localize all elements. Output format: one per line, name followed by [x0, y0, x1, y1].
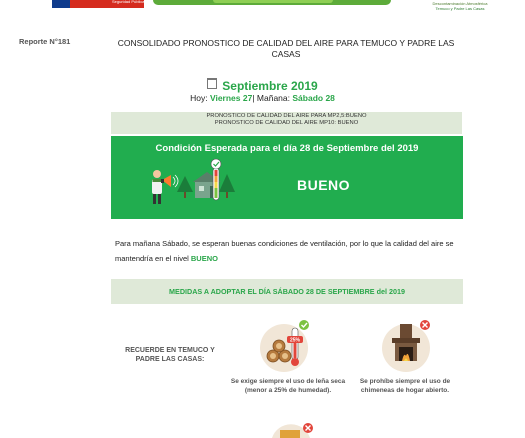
humidity-badge: 25%	[289, 337, 301, 344]
measures-heading: MEDIDAS A ADOPTAR EL DÍA SÁBADO 28 DE SEPTIEMBRE del 2019	[169, 287, 405, 296]
today-label: Hoy:	[190, 93, 208, 103]
measure-caption-fireplace: Se prohíbe siempre el uso de chimeneas de hogar abierto.	[359, 378, 451, 394]
organization-line1: Descontaminación Atmosférica	[432, 1, 488, 6]
measure-caption-dry-wood: Se exige siempre el uso de leña seca (menor a 25% de humedad).	[230, 378, 346, 394]
month-label: Septiembre 2019	[222, 79, 318, 93]
report-number: Reporte N°181	[19, 37, 71, 46]
air-quality-illustration-icon	[135, 158, 245, 210]
date-line	[0, 93, 525, 103]
government-logo	[52, 0, 144, 8]
condition-panel	[111, 136, 463, 219]
tomorrow-value: Sábado 28	[292, 93, 335, 103]
organization-line2: Temuco y Padre Las Casas	[435, 6, 485, 11]
header-strip	[0, 0, 525, 10]
forecast-subheader	[111, 112, 462, 134]
forecast-mp10: PRONOSTICO DE CALIDAD DEL AIRE MP10: BUENO	[214, 120, 359, 126]
header-banner	[153, 0, 391, 5]
recuerde-label: RECUERDE EN TEMUCO Y PADRE LAS CASAS:	[125, 347, 215, 363]
dry-wood-icon	[258, 316, 314, 374]
paragraph-level: BUENO	[190, 254, 218, 263]
tomorrow-label: Mañana:	[256, 93, 291, 103]
condition-status: BUENO	[297, 177, 351, 193]
government-logo-text: Seguridad Pública	[112, 0, 145, 4]
page-title: CONSOLIDADO PRONOSTICO DE CALIDAD DEL AIRE PARA TEMUCO Y PADRE LAS CASAS	[117, 38, 455, 59]
organization-logo	[430, 0, 490, 10]
today-value: Viernes 27	[209, 93, 253, 103]
partial-measure-icon	[266, 420, 318, 438]
fireplace-icon	[378, 316, 434, 374]
forecast-paragraph	[115, 236, 460, 266]
month-heading	[0, 79, 525, 93]
date-separator: |	[252, 93, 255, 103]
forecast-mp25: PRONOSTICO DE CALIDAD DEL AIRE PARA MP2,5:BUENO	[206, 113, 367, 119]
paragraph-text: Para mañana Sábado, se esperan buenas condiciones de ventilación, por lo que la calidad del aire se mantendría en el nivel	[115, 239, 454, 263]
calendar-icon	[207, 78, 217, 89]
measures-header	[111, 279, 463, 304]
condition-heading: Condición Esperada para el día 28 de Septiembre del 2019	[155, 143, 419, 154]
